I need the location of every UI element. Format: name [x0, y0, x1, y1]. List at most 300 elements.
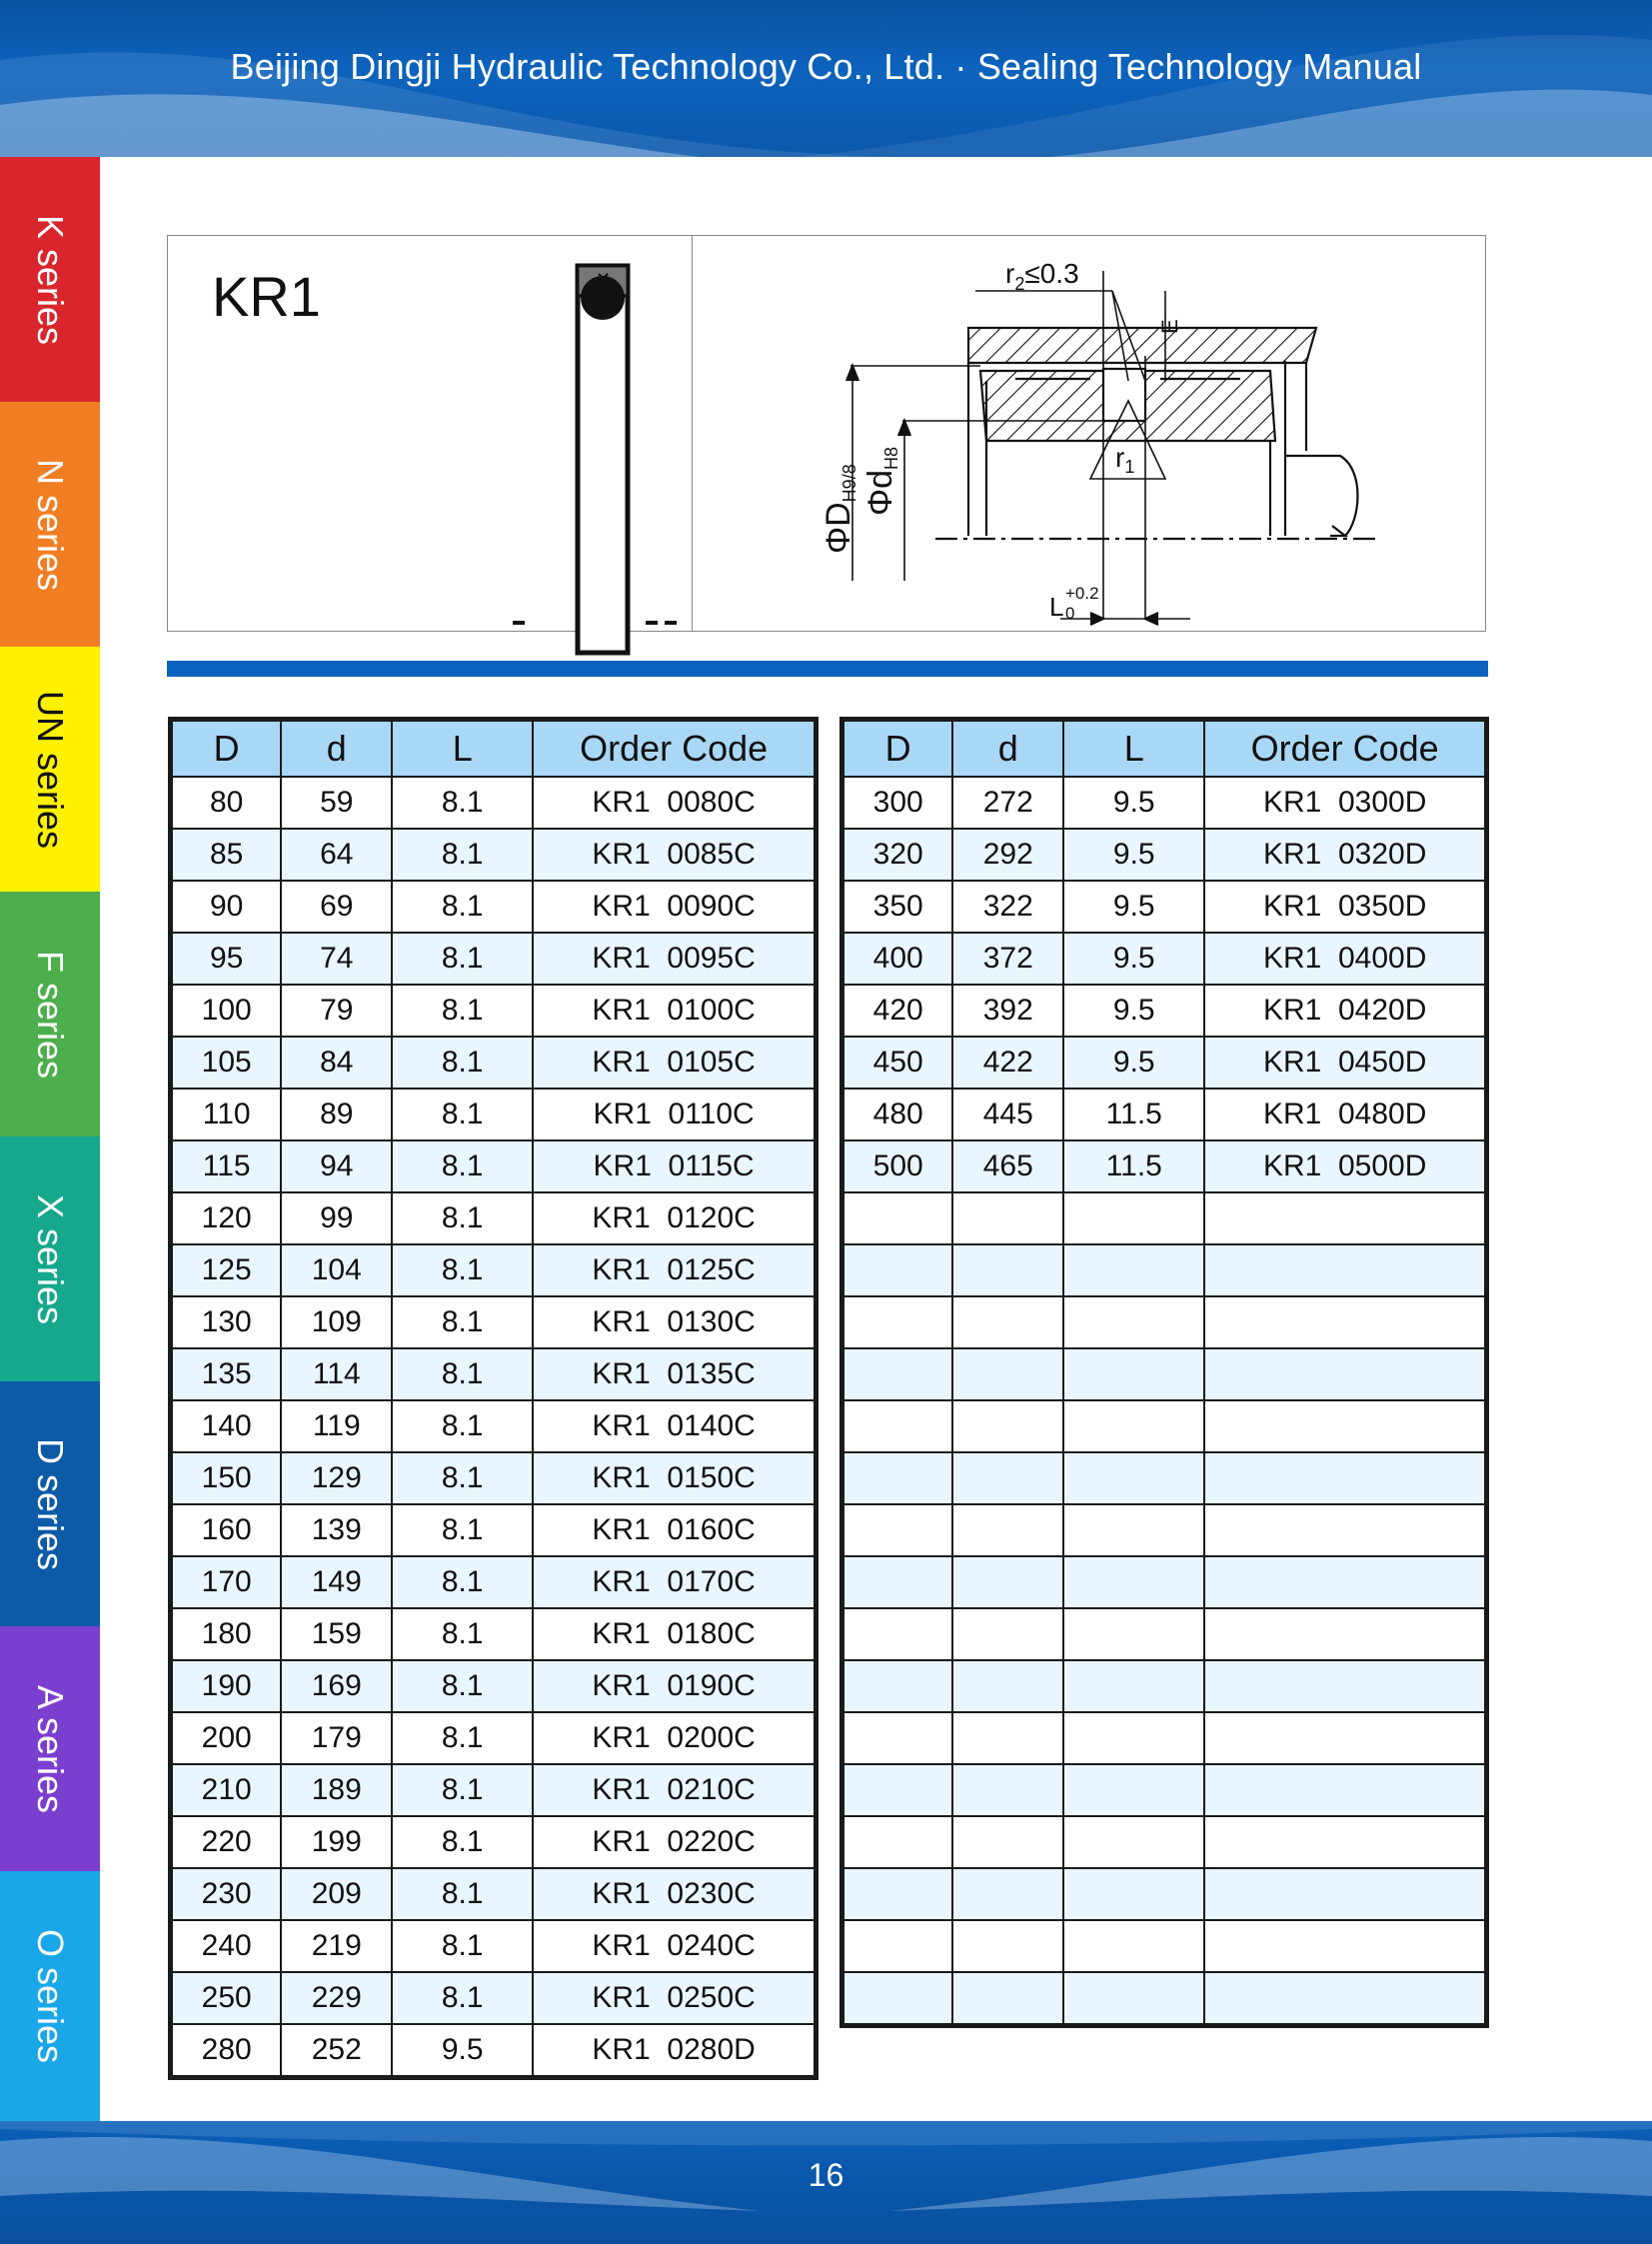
- cell-d-inner: [952, 1816, 1063, 1868]
- cell-order-code: KR1 0085C: [533, 829, 816, 881]
- cell-l: 9.5: [1063, 985, 1204, 1037]
- cell-d-outer: 480: [842, 1089, 953, 1140]
- table-row: [171, 1816, 817, 1868]
- cell-l: 9.5: [1063, 881, 1204, 933]
- table-row: [842, 1660, 1487, 1712]
- cell-l: [1063, 1868, 1204, 1920]
- cell-l: 8.1: [392, 1140, 533, 1192]
- cell-d-inner: 114: [281, 1348, 392, 1400]
- cell-d-inner: [952, 1348, 1063, 1400]
- cell-order-code: [1204, 1920, 1486, 1972]
- technical-drawing-panel: [167, 235, 1486, 632]
- cell-order-code: [1204, 1452, 1486, 1504]
- cell-d-outer: 105: [171, 1037, 282, 1089]
- cell-l: 8.1: [392, 1037, 533, 1089]
- cell-d-outer: 220: [171, 1816, 282, 1868]
- cell-d-inner: 104: [281, 1244, 392, 1296]
- cell-d-outer: 135: [171, 1348, 282, 1400]
- cell-d-inner: 94: [281, 1140, 392, 1192]
- cell-order-code: KR1 0180C: [533, 1608, 816, 1660]
- r1-label: r: [1115, 442, 1125, 473]
- cell-d-outer: [842, 1608, 953, 1660]
- cell-l: [1063, 1712, 1204, 1764]
- table-row: [171, 829, 817, 881]
- table-row: [171, 1244, 817, 1296]
- table-row: [842, 1504, 1487, 1556]
- cell-l: 8.1: [392, 1296, 533, 1348]
- L-label: L: [1049, 592, 1064, 622]
- table-row: [842, 1868, 1487, 1920]
- cell-d-inner: [952, 1920, 1063, 1972]
- cell-d-outer: [842, 1816, 953, 1868]
- cell-d-outer: 280: [171, 2024, 282, 2078]
- cell-order-code: [1204, 1192, 1486, 1244]
- cell-order-code: [1204, 1816, 1486, 1868]
- cell-d-inner: 272: [952, 777, 1063, 829]
- cell-l: 8.1: [392, 1764, 533, 1816]
- table-row: [171, 881, 817, 933]
- cell-d-inner: [952, 1712, 1063, 1764]
- side-tab-label: A series: [30, 1684, 71, 1813]
- cell-d-inner: 149: [281, 1556, 392, 1608]
- table-row: [171, 1920, 817, 1972]
- cell-d-outer: 350: [842, 881, 953, 933]
- cell-order-code: KR1 0090C: [533, 881, 816, 933]
- cell-d-outer: 140: [171, 1400, 282, 1452]
- cell-d-outer: [842, 1972, 953, 2026]
- cell-d-inner: 74: [281, 933, 392, 985]
- svg-text:r2≤0.3: [1005, 258, 1079, 294]
- side-tab-label: D series: [30, 1437, 71, 1570]
- table-row: [171, 1764, 817, 1816]
- cell-l: 8.1: [392, 1244, 533, 1296]
- L-subscript: 0: [1065, 604, 1075, 623]
- cell-d-outer: 200: [171, 1712, 282, 1764]
- cell-order-code: [1204, 1972, 1486, 2026]
- table-row: [842, 933, 1487, 985]
- table-row: [171, 1504, 817, 1556]
- cell-d-outer: 100: [171, 985, 282, 1037]
- table-row: [842, 1348, 1487, 1400]
- cell-d-outer: [842, 1504, 953, 1556]
- table-row: [171, 1192, 817, 1244]
- cell-d-outer: 420: [842, 985, 953, 1037]
- cell-d-inner: [952, 1192, 1063, 1244]
- table-row: [842, 1608, 1487, 1660]
- cell-d-inner: [952, 1660, 1063, 1712]
- cell-order-code: KR1 0240C: [533, 1920, 816, 1972]
- cell-order-code: [1204, 1868, 1486, 1920]
- svg-text:ΦdH8: [861, 447, 901, 516]
- cell-order-code: [1204, 1712, 1486, 1764]
- cell-l: 9.5: [1063, 1037, 1204, 1089]
- cell-order-code: KR1 0210C: [533, 1764, 816, 1816]
- table-row: [842, 1920, 1487, 1972]
- table-row: [842, 1400, 1487, 1452]
- cell-d-outer: [842, 1192, 953, 1244]
- side-tab-label: UN series: [30, 690, 71, 849]
- cell-d-outer: 240: [171, 1920, 282, 1972]
- cell-order-code: KR1 0300D: [1204, 777, 1486, 829]
- header-d-outer: D: [171, 720, 282, 778]
- dimensions-table-right: [839, 717, 1489, 2028]
- cell-l: [1063, 1816, 1204, 1868]
- cell-d-inner: 199: [281, 1816, 392, 1868]
- cell-order-code: KR1 0130C: [533, 1296, 816, 1348]
- cell-d-outer: [842, 1296, 953, 1348]
- cell-d-inner: 109: [281, 1296, 392, 1348]
- cell-l: 8.1: [392, 1089, 533, 1140]
- cell-d-inner: 139: [281, 1504, 392, 1556]
- r1-subscript: 1: [1124, 457, 1135, 477]
- cell-d-inner: [952, 1556, 1063, 1608]
- cell-d-inner: [952, 1244, 1063, 1296]
- header-order-code: Order Code: [1204, 720, 1486, 778]
- side-tab-n-series[interactable]: [0, 402, 100, 647]
- cell-d-inner: [952, 1868, 1063, 1920]
- table-row: [171, 1089, 817, 1140]
- cell-l: 8.1: [392, 1712, 533, 1764]
- cell-l: 8.1: [392, 1192, 533, 1244]
- cell-d-inner: 129: [281, 1452, 392, 1504]
- cell-l: 8.1: [392, 1972, 533, 2024]
- cell-l: 8.1: [392, 777, 533, 829]
- cell-d-outer: 150: [171, 1452, 282, 1504]
- cell-d-outer: 125: [171, 1244, 282, 1296]
- cell-l: [1063, 1608, 1204, 1660]
- table-header-row: [842, 720, 1487, 778]
- table-row: [171, 2024, 817, 2078]
- cell-d-inner: 84: [281, 1037, 392, 1089]
- cell-d-inner: 179: [281, 1712, 392, 1764]
- cell-l: 8.1: [392, 881, 533, 933]
- table-row: [171, 1348, 817, 1400]
- cell-d-outer: [842, 1660, 953, 1712]
- side-tab-o-series[interactable]: [0, 1871, 100, 2121]
- cell-d-outer: 110: [171, 1089, 282, 1140]
- cell-l: 8.1: [392, 1556, 533, 1608]
- side-tab-x-series[interactable]: [0, 1136, 100, 1381]
- seal-profile-drawing: [328, 256, 612, 626]
- cell-d-inner: 219: [281, 1920, 392, 1972]
- installation-cross-section-drawing: [768, 246, 1467, 631]
- D-label: ΦD: [820, 502, 857, 554]
- side-tab-d-series[interactable]: [0, 1381, 100, 1626]
- cell-d-outer: [842, 1556, 953, 1608]
- cell-d-inner: 322: [952, 881, 1063, 933]
- cell-d-outer: 230: [171, 1868, 282, 1920]
- table-row: [842, 1244, 1487, 1296]
- cell-l: [1063, 1192, 1204, 1244]
- cell-d-inner: 64: [281, 829, 392, 881]
- table-row: [171, 1400, 817, 1452]
- side-tab-label: F series: [30, 950, 71, 1079]
- side-tab-a-series[interactable]: [0, 1626, 100, 1871]
- cell-order-code: KR1 0115C: [533, 1140, 816, 1192]
- cell-order-code: KR1 0230C: [533, 1868, 816, 1920]
- header-l: L: [392, 720, 533, 778]
- cell-order-code: KR1 0190C: [533, 1660, 816, 1712]
- cell-d-outer: 85: [171, 829, 282, 881]
- cell-d-outer: 180: [171, 1608, 282, 1660]
- r2-label: r: [1005, 258, 1015, 289]
- cell-d-inner: 422: [952, 1037, 1063, 1089]
- cell-d-inner: 159: [281, 1608, 392, 1660]
- header-d-inner: d: [952, 720, 1063, 778]
- cell-order-code: [1204, 1556, 1486, 1608]
- cell-l: [1063, 1244, 1204, 1296]
- cell-d-inner: 89: [281, 1089, 392, 1140]
- r2-limit: ≤0.3: [1024, 258, 1079, 289]
- cell-l: 8.1: [392, 829, 533, 881]
- page-header: [0, 0, 1652, 157]
- cell-d-inner: 392: [952, 985, 1063, 1037]
- cell-l: [1063, 1972, 1204, 2026]
- table-row: [171, 985, 817, 1037]
- table-row: [171, 933, 817, 985]
- cell-d-outer: 95: [171, 933, 282, 985]
- cell-d-outer: [842, 1764, 953, 1816]
- cell-order-code: [1204, 1504, 1486, 1556]
- table-row: [842, 1192, 1487, 1244]
- table-header-row: [171, 720, 817, 778]
- table-row: [842, 1296, 1487, 1348]
- cell-order-code: KR1 0170C: [533, 1556, 816, 1608]
- side-tab-f-series[interactable]: [0, 892, 100, 1136]
- d-subscript: H8: [881, 446, 901, 470]
- cell-d-outer: 400: [842, 933, 953, 985]
- cell-d-outer: [842, 1920, 953, 1972]
- cell-d-outer: 80: [171, 777, 282, 829]
- cell-l: 8.1: [392, 1452, 533, 1504]
- table-row: [842, 1089, 1487, 1140]
- D-subscript: H9/8: [839, 464, 859, 503]
- cell-d-inner: 59: [281, 777, 392, 829]
- table-row: [171, 1660, 817, 1712]
- cell-d-inner: 169: [281, 1660, 392, 1712]
- cell-order-code: KR1 0080C: [533, 777, 816, 829]
- cell-d-inner: 99: [281, 1192, 392, 1244]
- cell-d-outer: 160: [171, 1504, 282, 1556]
- cell-l: 8.1: [392, 1400, 533, 1452]
- cell-d-outer: 190: [171, 1660, 282, 1712]
- cell-d-inner: 189: [281, 1764, 392, 1816]
- cell-l: [1063, 1348, 1204, 1400]
- side-tab-un-series[interactable]: [0, 647, 100, 892]
- cell-l: 11.5: [1063, 1089, 1204, 1140]
- svg-text:×: ×: [596, 268, 612, 289]
- cell-order-code: KR1 0140C: [533, 1400, 816, 1452]
- cell-l: 9.5: [1063, 829, 1204, 881]
- cell-d-outer: 500: [842, 1140, 953, 1192]
- cell-d-inner: 79: [281, 985, 392, 1037]
- cell-d-inner: 229: [281, 1972, 392, 2024]
- header-order-code: Order Code: [533, 720, 816, 778]
- r2-subscript: 2: [1014, 274, 1025, 294]
- series-side-tabs: [0, 157, 100, 2121]
- side-tab-label: N series: [30, 458, 71, 591]
- table-row: [842, 1972, 1487, 2026]
- cell-d-outer: 210: [171, 1764, 282, 1816]
- cell-order-code: [1204, 1296, 1486, 1348]
- side-tab-label: O series: [30, 1928, 72, 2064]
- cell-order-code: KR1 0200C: [533, 1712, 816, 1764]
- cell-order-code: KR1 0105C: [533, 1037, 816, 1089]
- cell-l: [1063, 1400, 1204, 1452]
- cell-l: [1063, 1764, 1204, 1816]
- cell-d-outer: 90: [171, 881, 282, 933]
- cell-order-code: KR1 0250C: [533, 1972, 816, 2024]
- cell-order-code: [1204, 1764, 1486, 1816]
- cell-l: 9.5: [1063, 777, 1204, 829]
- cell-l: 8.1: [392, 1868, 533, 1920]
- cell-d-inner: 372: [952, 933, 1063, 985]
- cell-d-inner: [952, 1504, 1063, 1556]
- table-row: [842, 985, 1487, 1037]
- table-row: [842, 1140, 1487, 1192]
- cell-order-code: KR1 0120C: [533, 1192, 816, 1244]
- table-row: [842, 1712, 1487, 1764]
- cell-d-inner: [952, 1764, 1063, 1816]
- cell-l: 9.5: [392, 2024, 533, 2078]
- cell-d-inner: 209: [281, 1868, 392, 1920]
- page-footer: [0, 2121, 1652, 2244]
- table-row: [171, 1868, 817, 1920]
- cell-l: 8.1: [392, 985, 533, 1037]
- cell-order-code: KR1 0450D: [1204, 1037, 1486, 1089]
- cell-d-outer: 320: [842, 829, 953, 881]
- cell-l: 8.1: [392, 1608, 533, 1660]
- cell-l: 8.1: [392, 933, 533, 985]
- table-row: [842, 1816, 1487, 1868]
- table-row: [171, 1452, 817, 1504]
- cell-order-code: KR1 0420D: [1204, 985, 1486, 1037]
- cell-d-inner: 119: [281, 1400, 392, 1452]
- cell-d-outer: 115: [171, 1140, 282, 1192]
- side-tab-k-series[interactable]: [0, 157, 100, 402]
- cell-l: 8.1: [392, 1920, 533, 1972]
- cell-order-code: KR1 0500D: [1204, 1140, 1486, 1192]
- cell-d-outer: 120: [171, 1192, 282, 1244]
- cell-l: 9.5: [1063, 933, 1204, 985]
- table-row: [171, 1140, 817, 1192]
- table-row: [842, 881, 1487, 933]
- cell-l: [1063, 1660, 1204, 1712]
- cell-d-inner: 292: [952, 829, 1063, 881]
- dimensions-table-left: [168, 717, 819, 2080]
- side-tab-label: K series: [30, 214, 72, 345]
- cell-order-code: KR1 0320D: [1204, 829, 1486, 881]
- table-row: [171, 1608, 817, 1660]
- cell-d-outer: [842, 1452, 953, 1504]
- cell-order-code: [1204, 1608, 1486, 1660]
- cell-order-code: KR1 0280D: [533, 2024, 816, 2078]
- cell-d-inner: [952, 1608, 1063, 1660]
- cell-order-code: KR1 0135C: [533, 1348, 816, 1400]
- section-divider-bar: [167, 661, 1488, 677]
- header-title: Beijing Dingji Hydraulic Technology Co., Ltd. · Sealing Technology Manual: [230, 46, 1422, 87]
- cell-l: 11.5: [1063, 1140, 1204, 1192]
- cell-l: 8.1: [392, 1348, 533, 1400]
- cell-d-outer: 450: [842, 1037, 953, 1089]
- cell-order-code: [1204, 1660, 1486, 1712]
- table-row: [842, 1452, 1487, 1504]
- cell-order-code: KR1 0220C: [533, 1816, 816, 1868]
- table-row: [842, 1556, 1487, 1608]
- svg-text:r1: [1115, 442, 1134, 477]
- cell-d-inner: 465: [952, 1140, 1063, 1192]
- cell-l: 8.1: [392, 1660, 533, 1712]
- table-row: [171, 1037, 817, 1089]
- cell-l: 8.1: [392, 1816, 533, 1868]
- cell-d-outer: 300: [842, 777, 953, 829]
- cell-d-inner: 69: [281, 881, 392, 933]
- cell-d-inner: [952, 1452, 1063, 1504]
- cell-l: [1063, 1556, 1204, 1608]
- cell-l: [1063, 1452, 1204, 1504]
- cell-order-code: KR1 0095C: [533, 933, 816, 985]
- table-row: [842, 777, 1487, 829]
- cell-d-outer: 130: [171, 1296, 282, 1348]
- cell-d-outer: 250: [171, 1972, 282, 2024]
- cell-l: 8.1: [392, 1504, 533, 1556]
- cell-d-inner: 252: [281, 2024, 392, 2078]
- cell-order-code: KR1 0150C: [533, 1452, 816, 1504]
- table-row: [842, 829, 1487, 881]
- cell-order-code: [1204, 1348, 1486, 1400]
- table-row: [171, 1712, 817, 1764]
- cell-l: [1063, 1296, 1204, 1348]
- table-row: [171, 777, 817, 829]
- cell-order-code: [1204, 1244, 1486, 1296]
- cell-order-code: KR1 0125C: [533, 1244, 816, 1296]
- cell-order-code: KR1 0400D: [1204, 933, 1486, 985]
- L-superscript: +0.2: [1065, 584, 1099, 603]
- side-tab-label: X series: [30, 1193, 72, 1324]
- cell-d-outer: [842, 1348, 953, 1400]
- table-row: [171, 1296, 817, 1348]
- header-d-inner: d: [281, 720, 392, 778]
- cell-d-outer: [842, 1244, 953, 1296]
- table-row: [842, 1037, 1487, 1089]
- svg-text:ΦDH9/8: [820, 464, 859, 554]
- cell-d-inner: [952, 1972, 1063, 2026]
- cell-order-code: KR1 0110C: [533, 1089, 816, 1140]
- header-d-outer: D: [842, 720, 953, 778]
- table-row: [171, 1556, 817, 1608]
- d-label: Φd: [861, 469, 899, 516]
- cell-d-outer: [842, 1400, 953, 1452]
- cell-order-code: KR1 0160C: [533, 1504, 816, 1556]
- cell-d-inner: [952, 1296, 1063, 1348]
- page-number: 16: [808, 2157, 844, 2193]
- cell-order-code: KR1 0480D: [1204, 1089, 1486, 1140]
- cell-order-code: [1204, 1400, 1486, 1452]
- table-row: [171, 1972, 817, 2024]
- table-row: [842, 1764, 1487, 1816]
- part-name: KR1: [212, 265, 321, 328]
- cell-d-outer: [842, 1712, 953, 1764]
- cell-order-code: KR1 0350D: [1204, 881, 1486, 933]
- header-l: L: [1063, 720, 1204, 778]
- cell-d-inner: 445: [952, 1089, 1063, 1140]
- cell-order-code: KR1 0100C: [533, 985, 816, 1037]
- cell-d-outer: 170: [171, 1556, 282, 1608]
- e-label: E: [1157, 319, 1182, 334]
- drawing-divider: [692, 236, 693, 631]
- cell-d-outer: [842, 1868, 953, 1920]
- cell-l: [1063, 1920, 1204, 1972]
